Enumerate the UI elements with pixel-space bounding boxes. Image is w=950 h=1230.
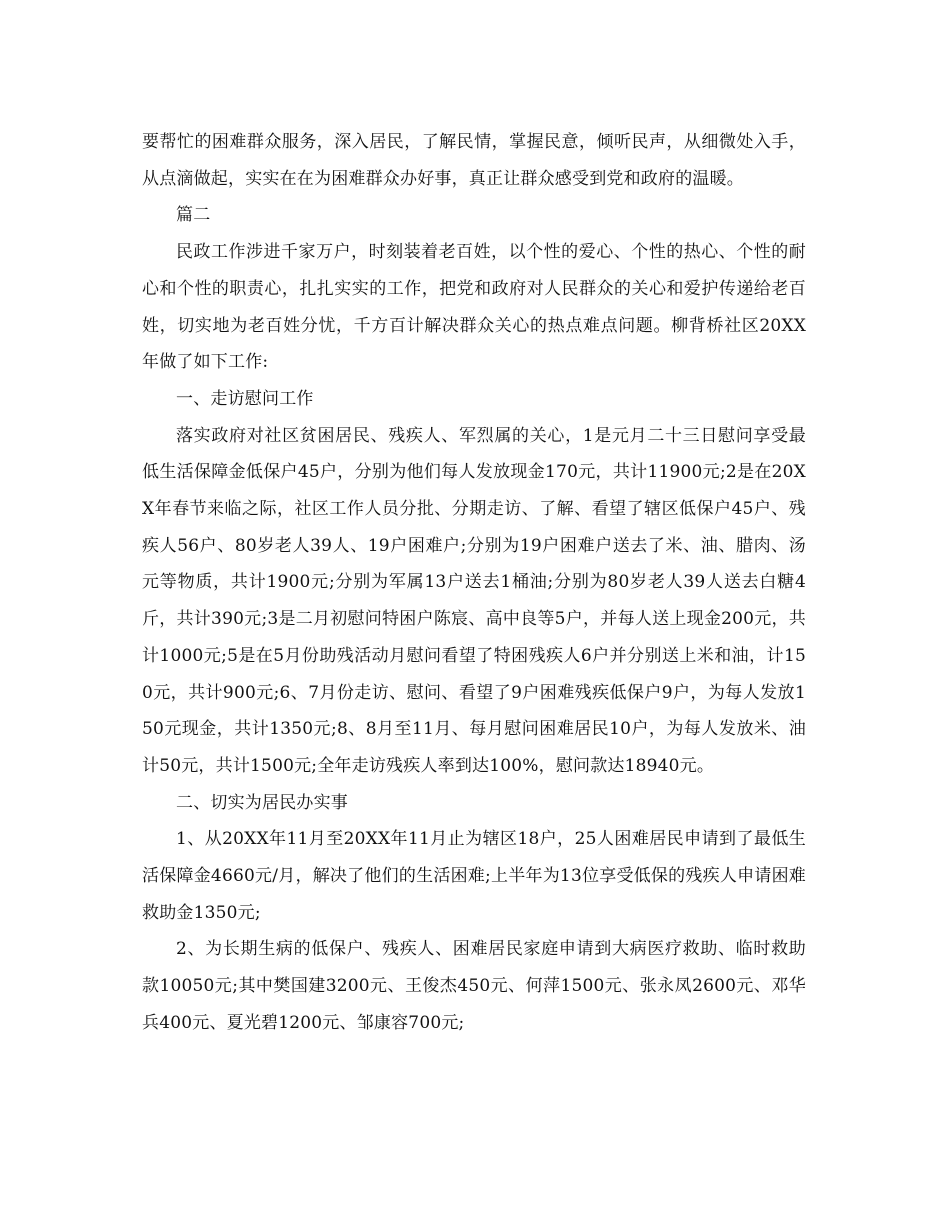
heading-visits: 一、走访慰问工作 [176, 388, 314, 409]
paragraph-intro: 民政工作涉进千家万户，时刻装着老百姓，以个性的爱心、个性的热心、个性的耐心和个性的职责心，扎扎实实的工作，把党和政府对人民群众的关心和爱护传递给老百姓，切实地为老百姓分忧，千方百计解决群众关心的热点难点问题。柳背桥社区20XX年做了如下工作: [142, 242, 806, 373]
paragraph-continuation: 要帮忙的困难群众服务，深入居民，了解民情，掌握民意，倾听民声，从细微处入手，从点滴做起，实实在在为困难群众办好事，真正让群众感受到党和政府的温暖。 [142, 132, 806, 189]
document-body [142, 124, 806, 1042]
paragraph-item-1: 1、从20XX年11月至20XX年11月止为辖区18户，25人困难居民申请到了最低生活保障金4660元/月，解决了他们的生活困难;上半年为13位享受低保的残疾人申请困难救助金1350元; [142, 829, 806, 923]
paragraph-item-2: 2、为长期生病的低保户、残疾人、困难居民家庭申请到大病医疗救助、临时救助款10050元;其中樊国建3200元、王俊杰450元、何萍1500元、张永凤2600元、邓华兵400元、夏光碧1200元、邹康容700元; [142, 939, 806, 1033]
section-title-part-two: 篇二 [176, 205, 211, 226]
heading-practical-work: 二、切实为居民办实事 [176, 792, 348, 813]
paragraph-visits: 落实政府对社区贫困居民、残疾人、军烈属的关心，1是元月二十三日慰问享受最低生活保障金低保户45户，分别为他们每人发放现金170元，共计11900元;2是在20XX年春节来临之际，社区工作人员分批、分期走访、了解、看望了辖区低保户45户、残疾人56户、80岁老人39人、19户困难户;分别为19户困难户送去了米、油、腊肉、汤元等物质，共计1900元;分别为军属13户送去1桶油;分别为80岁老人39人送去白糖4斤，共计390元;3是二月初慰问特困户陈宸、高中良等5户，并每人送上现金200元，共计1000元;5是在5月份助残活动月慰问看望了特困残疾人6户并分别送上米和油，计150元，共计900元;6、7月份走访、慰问、看望了9户困难残疾低保户9户，为每人发放150元现金，共计1350元;8、8月至11月、每月慰问困难居民10户，为每人发放米、油计50元，共计1500元;全年走访残疾人率到达100%，慰问款达18940元。 [142, 425, 806, 776]
